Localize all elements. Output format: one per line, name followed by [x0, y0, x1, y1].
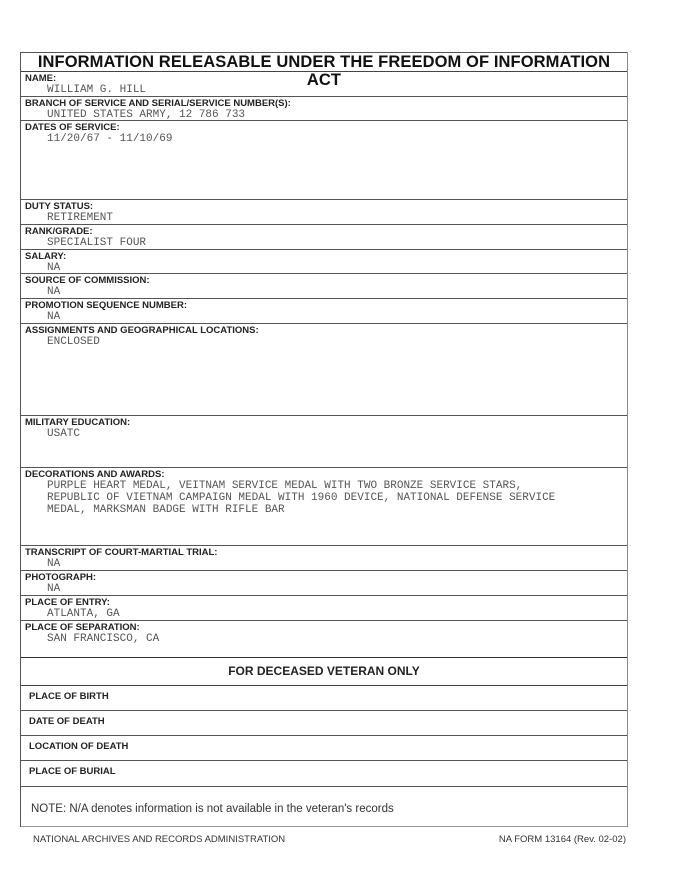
- field-value: NA: [47, 262, 61, 274]
- field-label: DATE OF DEATH: [29, 716, 105, 727]
- field-label: PLACE OF BIRTH: [29, 691, 109, 702]
- field-name: [21, 72, 627, 97]
- field-label: BRANCH OF SERVICE AND SERIAL/SERVICE NUMBER(S):: [25, 98, 291, 109]
- field-value: WILLIAM G. HILL: [47, 84, 147, 96]
- field-value: NA: [47, 558, 61, 570]
- field-date-of-death: [21, 711, 627, 736]
- field-promotion-sequence: [21, 299, 627, 324]
- field-place-of-entry: [21, 596, 627, 621]
- field-value: 11/20/67 - 11/10/69: [47, 133, 173, 145]
- field-label: MILITARY EDUCATION:: [25, 417, 131, 428]
- form-footer: [33, 833, 626, 847]
- field-label: NAME:: [25, 73, 57, 84]
- field-salary: [21, 250, 627, 274]
- field-place-of-burial: [21, 761, 627, 787]
- field-branch-serial: [21, 97, 627, 121]
- field-label: DUTY STATUS:: [25, 201, 94, 212]
- field-value: UNITED STATES ARMY, 12 786 733: [47, 109, 246, 121]
- field-duty-status: [21, 200, 627, 225]
- field-value: ATLANTA, GA: [47, 608, 120, 620]
- field-place-of-separation: [21, 621, 627, 658]
- field-label: LOCATION OF DEATH: [29, 741, 129, 752]
- form-number: NA FORM 13164 (Rev. 02-02): [498, 834, 626, 845]
- field-rank-grade: [21, 225, 627, 250]
- field-value: SPECIALIST FOUR: [47, 237, 147, 249]
- deceased-section-heading: FOR DECEASED VETERAN ONLY: [21, 658, 627, 686]
- field-decorations-awards: [21, 468, 627, 546]
- field-label: TRANSCRIPT OF COURT-MARTIAL TRIAL:: [25, 547, 218, 558]
- field-label: DECORATIONS AND AWARDS:: [25, 469, 165, 480]
- field-value: ENCLOSED: [47, 336, 100, 348]
- field-military-education: [21, 416, 627, 468]
- field-value: NA: [47, 311, 61, 323]
- field-value: NA: [47, 583, 61, 595]
- field-label: SALARY:: [25, 251, 67, 262]
- field-dates-of-service: [21, 121, 627, 200]
- foia-form: [20, 52, 628, 827]
- field-value: RETIREMENT: [47, 212, 114, 224]
- agency-name: NATIONAL ARCHIVES AND RECORDS ADMINISTRATION: [33, 834, 286, 845]
- field-assignments: [21, 324, 627, 416]
- field-label: RANK/GRADE:: [25, 226, 93, 237]
- field-value: SAN FRANCISCO, CA: [47, 633, 160, 645]
- field-label: PLACE OF ENTRY:: [25, 597, 110, 608]
- field-label: PROMOTION SEQUENCE NUMBER:: [25, 300, 188, 311]
- form-title: INFORMATION RELEASABLE UNDER THE FREEDOM OF INFORMATION ACT: [21, 52, 627, 72]
- field-place-of-birth: [21, 686, 627, 711]
- field-label: SOURCE OF COMMISSION:: [25, 275, 150, 286]
- field-label: PLACE OF SEPARATION:: [25, 622, 140, 633]
- field-court-martial: [21, 546, 627, 571]
- field-label: PHOTOGRAPH:: [25, 572, 97, 583]
- field-label: DATES OF SERVICE:: [25, 122, 120, 133]
- field-source-of-commission: [21, 274, 627, 299]
- field-value-line: MEDAL, MARKSMAN BADGE WITH RIFLE BAR: [47, 504, 285, 516]
- field-value: USATC: [47, 428, 81, 440]
- field-label: ASSIGNMENTS AND GEOGRAPHICAL LOCATIONS:: [25, 325, 259, 336]
- note-text: NOTE: N/A denotes information is not available in the veteran's records: [31, 803, 394, 815]
- field-value-line: REPUBLIC OF VIETNAM CAMPAIGN MEDAL WITH 1960 DEVICE, NATIONAL DEFENSE SERVICE: [47, 492, 556, 504]
- field-label: PLACE OF BURIAL: [29, 766, 116, 777]
- field-value: NA: [47, 286, 61, 298]
- field-photograph: [21, 571, 627, 596]
- field-value-line: PURPLE HEART MEDAL, VEITNAM SERVICE MEDAL WITH TWO BRONZE SERVICE STARS,: [47, 480, 523, 492]
- field-location-of-death: [21, 736, 627, 761]
- note-box: [21, 787, 627, 827]
